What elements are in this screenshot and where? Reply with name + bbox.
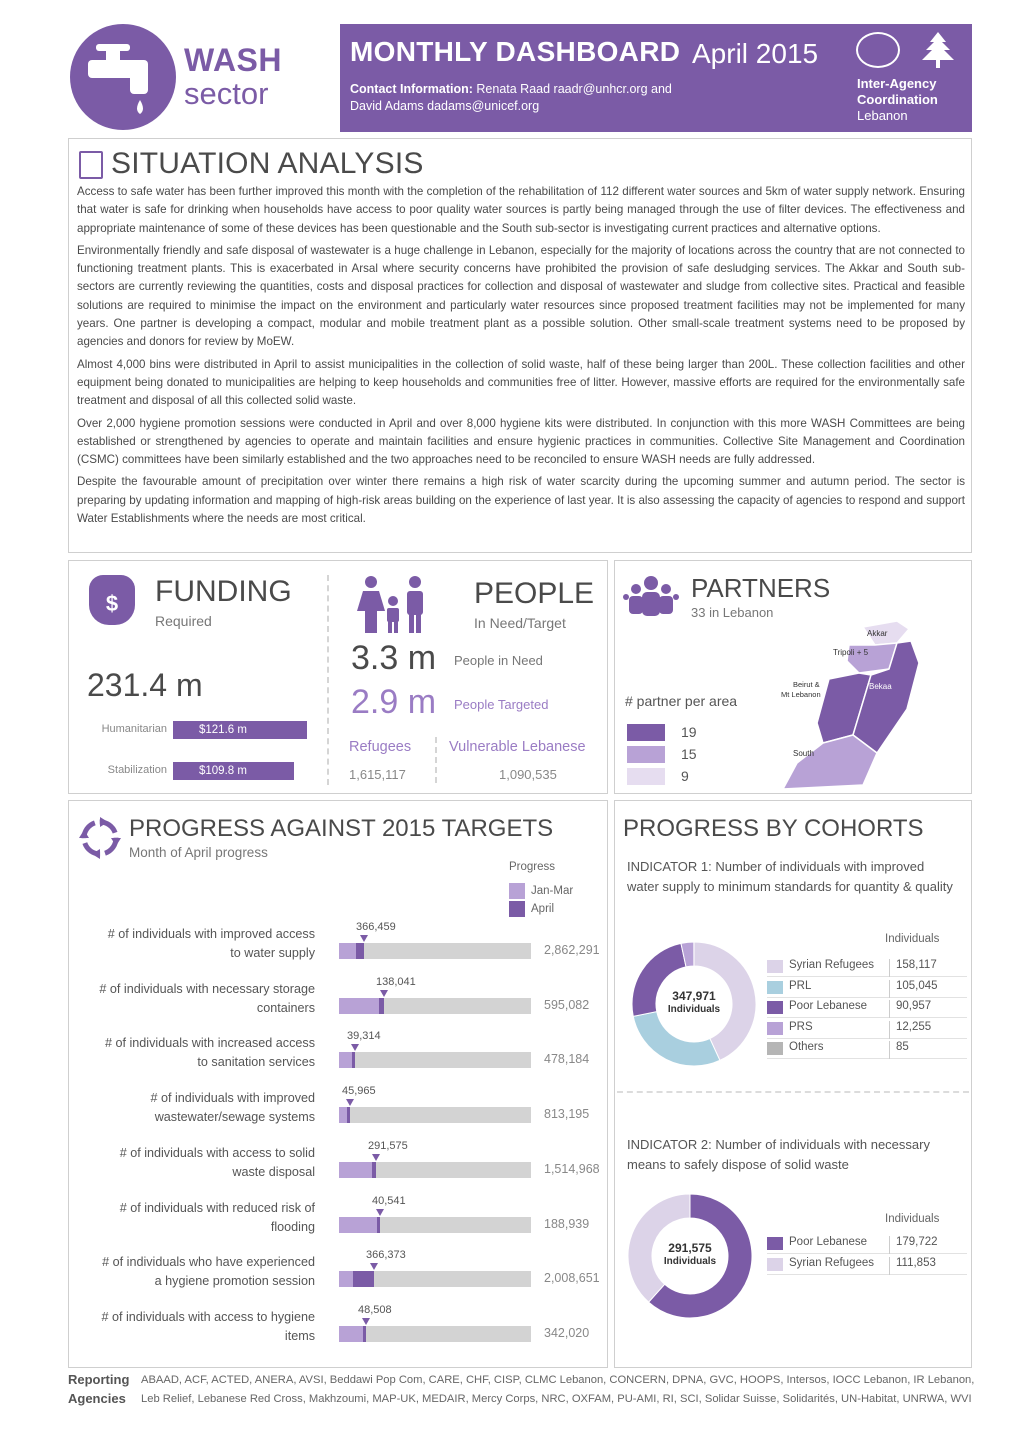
- cedar-icon: [916, 30, 960, 70]
- legend-swatch-april: [509, 901, 525, 917]
- progress-marker-icon: [346, 1099, 354, 1106]
- partners-sub: 33 in Lebanon: [691, 605, 774, 620]
- un-emblem-icon: [856, 32, 900, 68]
- header-banner: [340, 24, 972, 132]
- progress-bar-april: [377, 1217, 380, 1233]
- funding-row-label-stabilization: Stabilization: [107, 764, 167, 776]
- document-search-icon: [79, 151, 103, 179]
- legend-swatch-15: [627, 746, 665, 763]
- progress-bar-april: [352, 1052, 355, 1068]
- indicator-1-text: INDICATOR 1: Number of individuals with improved water supply to minimum standards for quantity & quality: [627, 859, 953, 894]
- funding-sub: Required: [155, 613, 212, 629]
- people-in-need-label: People in Need: [454, 653, 543, 668]
- cohort-legend-name: Syrian Refugees: [789, 959, 875, 971]
- funding-people-panel: [68, 560, 608, 794]
- cohort-legend-value: 179,722: [889, 1236, 938, 1254]
- legend-label-april: April: [531, 903, 555, 915]
- progress-bar-april: [372, 1162, 376, 1178]
- progress-row-label-line1: # of individuals with access to solid: [119, 1145, 315, 1160]
- progress-bar-april: [356, 943, 364, 959]
- individuals-header-2: Individuals: [885, 1213, 940, 1225]
- progress-bar-jan-mar: [339, 943, 356, 959]
- cohort-legend-swatch: [767, 1042, 783, 1055]
- progress-row-label-line1: # of individuals who have experienced: [102, 1255, 315, 1270]
- progress-achieved-value: 48,508: [358, 1303, 392, 1316]
- progress-row-label-line2: items: [284, 1328, 315, 1343]
- progress-row-label: [77, 925, 315, 963]
- cohort-legend-name: Others: [789, 1041, 824, 1053]
- progress-achieved-value: 366,459: [356, 921, 396, 933]
- footer-agencies-line1: ABAAD, ACF, ACTED, ANERA, AVSI, Beddawi Pop Com, CARE, CHF, CISP, CLMC Lebanon, CONCERN, DPNA, GVC, HOOPS, Intersos, IOCC Lebanon, IR Lebanon,: [141, 1374, 975, 1386]
- funding-row-label-humanitarian: Humanitarian: [101, 723, 167, 735]
- indicator-2-text: INDICATOR 2: Number of individuals with necessary means to safely dispose of solid waste: [627, 1137, 930, 1172]
- progress-row-label-line1: # of individuals with improved access: [107, 927, 315, 941]
- progress-marker-icon: [380, 990, 388, 997]
- iac-label: [857, 76, 938, 124]
- funding-title: FUNDING: [155, 575, 292, 608]
- progress-marker-icon: [362, 1318, 370, 1325]
- donut-slice-prl: [633, 1012, 720, 1066]
- map-label-akkar: Akkar: [867, 629, 888, 638]
- progress-achieved-value: 45,965: [342, 1085, 376, 1098]
- divider: [617, 1091, 969, 1093]
- cohorts-title: PROGRESS BY COHORTS: [623, 815, 924, 842]
- progress-row-label-line1: # of individuals with reduced risk of: [119, 1200, 315, 1215]
- progress-achieved-value: 39,314: [347, 1030, 381, 1043]
- iac-line1: Inter-Agency: [857, 76, 937, 91]
- cohort-legend-value: 85: [889, 1041, 909, 1059]
- cohort-legend-name: PRL: [789, 979, 812, 992]
- progress-legend-title: Progress: [509, 861, 556, 873]
- partners-title: PARTNERS: [691, 573, 831, 603]
- progress-targets-panel: [68, 800, 608, 1368]
- individuals-header-1: Individuals: [885, 933, 940, 945]
- map-label-south: South: [793, 749, 814, 758]
- map-label-beirut2: Mt Lebanon: [781, 690, 821, 699]
- situation-paragraph-5: Despite the favourable amount of precipitation over winter there remains a high risk of water scarcity during the upcoming summer and autumn period. The sector is preparing by updating information and mapping of high-risk areas building on the experience of last year. It is also assessing the capacity of agencies to respond and support Water Establishments where the needs are most critical.: [77, 475, 965, 526]
- footer-label-reporting: Reporting: [68, 1372, 130, 1387]
- progress-bar-track: [339, 1271, 531, 1287]
- progress-achieved-value: 138,041: [376, 975, 416, 988]
- cohort-legend-name: Poor Lebanese: [789, 1000, 868, 1012]
- cycle-arrows-icon: [77, 815, 123, 861]
- cohort-legend-row: [767, 978, 967, 998]
- progress-row-label-line2: a hygiene promotion session: [154, 1274, 315, 1289]
- progress-bar-april: [347, 1107, 350, 1123]
- cohort-legend-swatch: [767, 1258, 783, 1271]
- cohort-legend-swatch: [767, 1237, 783, 1250]
- cohort-legend-value: 105,045: [889, 980, 938, 998]
- progress-bar-jan-mar: [339, 1271, 353, 1287]
- progress-bar-track: [339, 1107, 531, 1123]
- people-targeted-value: 2.9 m: [351, 683, 437, 721]
- progress-row-label-line2: waste disposal: [232, 1164, 315, 1179]
- dashboard-title: MONTHLY DASHBOARD: [350, 36, 681, 67]
- legend-swatch-jan-mar: [509, 883, 525, 899]
- cohort-legend-row: [767, 1039, 967, 1059]
- progress-bar-jan-mar: [339, 1326, 363, 1342]
- family-icon: [357, 575, 429, 635]
- cohort-legend-swatch: [767, 1022, 783, 1035]
- people-in-need-value: 3.3 m: [351, 639, 437, 677]
- progress-target-value: 188,939: [544, 1216, 590, 1231]
- progress-achieved-value: 366,373: [366, 1249, 406, 1262]
- map-label-tripoli: Tripoli + 5: [833, 648, 869, 657]
- progress-target-value: 813,195: [544, 1107, 590, 1122]
- contact-label: Contact Information:: [350, 82, 473, 96]
- map-label-beirut1: Beirut &: [793, 680, 820, 689]
- progress-target-value: 1,514,968: [544, 1161, 600, 1176]
- legend-value-9: 9: [681, 768, 689, 784]
- progress-bar-track: [339, 943, 531, 959]
- progress-marker-icon: [372, 1154, 380, 1161]
- progress-row-label-line2: containers: [256, 1000, 315, 1015]
- contact-line1: Renata Raad raadr@unhcr.org and: [476, 82, 672, 96]
- progress-bar-track: [339, 1052, 531, 1068]
- progress-bar-jan-mar: [339, 1217, 377, 1233]
- partners-panel: [614, 560, 972, 794]
- legend-value-15: 15: [681, 746, 697, 762]
- progress-bar-track: [339, 998, 531, 1014]
- iac-line2: Coordination: [857, 92, 938, 107]
- progress-title: PROGRESS AGAINST 2015 TARGETS: [129, 815, 554, 842]
- vulnerable-lebanese-label: Vulnerable Lebanese: [449, 739, 586, 755]
- donut-1-total-label: Individuals: [667, 1004, 721, 1015]
- money-bag-icon: $: [89, 575, 135, 625]
- legend-value-19: 19: [681, 724, 697, 740]
- progress-bar-track: [339, 1162, 531, 1178]
- situation-title: SITUATION ANALYSIS: [111, 147, 424, 180]
- cohort-legend-row: [767, 998, 967, 1018]
- progress-row-label-line2: to water supply: [230, 946, 315, 960]
- vulnerable-lebanese-value: 1,090,535: [499, 767, 557, 782]
- progress-row-label: [77, 1089, 315, 1127]
- divider: [327, 575, 329, 785]
- progress-row-label-line1: # of individuals with access to hygiene: [101, 1309, 315, 1324]
- situation-paragraph-2: Environmentally friendly and safe disposal of wastewater is a huge challenge in Lebanon, especially for the majority of locations across the country that are not connected to functioning treatment plants. This is exacerbated in Arsal where security concerns have prohibited the provision of safe desludging services. The Akkar and South sub-sectors are currently reviewing the quantities, costs and disposal practices for collection and disposal of wastewater and sludge from collective sites. Practical and feasible solutions are required to minimise the impact on the environment and particularly water resources since proposed treatment facilities may not be implemented for many years. One partner is developing a compact, modular and mobile treatment plant as a possible solution. Other small-scale treatment systems need to be proposed by agencies and donors for review by MoEW.: [77, 243, 965, 349]
- cohort-legend-value: 111,853: [889, 1257, 936, 1275]
- contact-info: [350, 81, 750, 115]
- map-label-bekaa: Bekaa: [869, 682, 892, 691]
- map-area-south: [783, 735, 877, 789]
- partners-per-area-label: # partner per area: [625, 693, 738, 709]
- donut-2-total-label: Individuals: [663, 1256, 717, 1267]
- progress-row-label-line1: # of individuals with necessary storage: [99, 981, 315, 996]
- progress-achieved-value: 291,575: [368, 1139, 408, 1152]
- progress-row-label: [77, 1308, 315, 1346]
- cohort-legend-value: 90,957: [889, 1000, 931, 1018]
- progress-achieved-value: 40,541: [372, 1194, 406, 1207]
- progress-row-label-line2: wastewater/sewage systems: [154, 1110, 315, 1125]
- progress-target-value: 595,082: [544, 997, 590, 1012]
- donut-2-total: [639, 1241, 741, 1269]
- progress-row-label: [77, 1034, 315, 1072]
- progress-marker-icon: [360, 935, 368, 942]
- cohort-legend-name: PRS: [789, 1020, 813, 1033]
- situation-paragraph-1: Access to safe water has been further improved this month with the completion of the rehabilitation of 112 different water sources and 5km of water supply network. Ensuring that water is safe for drinking when households have access to poor quality water sources is partly being managed through the use of filter devices. The effectiveness and appropriate maintenance of some of these devices has been questionable and the South sub-sector is investigating current practices and alternative options.: [77, 185, 965, 235]
- funding-bar-stabilization: $109.8 m: [173, 762, 294, 780]
- progress-bar-april: [379, 998, 384, 1014]
- progress-row-label: [77, 1253, 315, 1291]
- progress-row-label-line1: # of individuals with increased access: [104, 1036, 315, 1051]
- cohort-legend-swatch: [767, 981, 783, 994]
- progress-bar-track: [339, 1326, 531, 1342]
- progress-bar-jan-mar: [339, 998, 379, 1014]
- progress-marker-icon: [376, 1209, 384, 1216]
- funding-bar-humanitarian: $121.6 m: [173, 721, 307, 739]
- refugees-value: 1,615,117: [349, 767, 406, 782]
- cohort-legend-value: 12,255: [889, 1021, 931, 1039]
- donut-1-total: [643, 989, 745, 1017]
- cohort-legend-row: [767, 1234, 967, 1254]
- progress-bar-track: [339, 1217, 531, 1233]
- lebanon-map: [767, 613, 967, 793]
- progress-target-value: 2,008,651: [544, 1271, 600, 1286]
- dashboard-month: April 2015: [692, 38, 819, 69]
- situation-analysis-panel: [68, 138, 972, 553]
- cohort-legend-row: [767, 1255, 967, 1275]
- footer-agencies-line2: Leb Relief, Lebanese Red Cross, Makhzoumi, MAP-UK, MEDAIR, Mercy Corps, NRC, OXFAM, PU-AMI, RI, SCI, Solidar Suisse, Solidarités, UN-Habitat, UNRWA, WVI: [141, 1393, 972, 1405]
- cohort-legend-row: [767, 1019, 967, 1039]
- progress-sub: Month of April progress: [129, 845, 268, 860]
- progress-bar-jan-mar: [339, 1052, 352, 1068]
- cohorts-panel: [614, 800, 972, 1368]
- progress-row-label-line1: # of individuals with improved: [150, 1091, 315, 1106]
- progress-bar-jan-mar: [339, 1107, 347, 1123]
- cohort-legend-swatch: [767, 960, 783, 973]
- progress-marker-icon: [351, 1044, 359, 1051]
- logo-sector: sector: [184, 76, 269, 111]
- logo-wash: WASH: [184, 42, 282, 78]
- cohort-legend-value: 158,117: [889, 959, 937, 977]
- funding-total: 231.4 m: [87, 667, 203, 703]
- progress-target-value: 2,862,291: [544, 943, 600, 957]
- progress-bar-april: [353, 1271, 374, 1287]
- people-sub: In Need/Target: [474, 615, 566, 631]
- progress-row-label: [77, 980, 315, 1018]
- progress-row-label-line2: flooding: [270, 1219, 315, 1234]
- progress-row-label-line2: to sanitation services: [197, 1055, 315, 1070]
- progress-bar-april: [363, 1326, 366, 1342]
- people-targeted-label: People Targeted: [454, 697, 549, 712]
- progress-row-label: [77, 1199, 315, 1237]
- donut-2-total-value: 291,575: [668, 1241, 712, 1255]
- iac-line3: Lebanon: [857, 108, 908, 123]
- legend-label-jan-mar: Jan-Mar: [531, 885, 574, 897]
- footer-label-agencies: Agencies: [68, 1391, 126, 1406]
- progress-row-label: [77, 1144, 315, 1182]
- legend-swatch-19: [627, 724, 665, 741]
- divider: [435, 737, 437, 783]
- situation-paragraph-3: Almost 4,000 bins were distributed in April to assist municipalities in the collection of solid waste, half of these being larger than 200L. These collection facilities and other equipment being donated to municipalities are helping to keep households and communities free of litter. However, massive efforts are required for the environmentally safe treatment and disposal of all this collected solid waste.: [77, 357, 965, 408]
- donut-1-total-value: 347,971: [672, 989, 716, 1003]
- people-title: PEOPLE: [474, 577, 595, 610]
- cohort-legend-row: [767, 957, 967, 977]
- progress-target-value: 478,184: [544, 1052, 590, 1067]
- group-icon: [623, 575, 679, 619]
- progress-target-value: 342,020: [544, 1325, 590, 1340]
- refugees-label: Refugees: [349, 739, 412, 755]
- wash-logo-tap-icon: [70, 24, 176, 130]
- progress-marker-icon: [370, 1263, 378, 1270]
- progress-bar-jan-mar: [339, 1162, 372, 1178]
- situation-body: [77, 183, 965, 532]
- cohort-legend-name: Syrian Refugees: [789, 1256, 875, 1269]
- cohort-legend-name: Poor Lebanese: [789, 1236, 868, 1248]
- cohort-legend-swatch: [767, 1001, 783, 1014]
- situation-paragraph-4: Over 2,000 hygiene promotion sessions were conducted in April and over 8,000 hygiene kits were distributed. In conjunction with this more WASH Committees are being established or strengthened by agencies to operate and maintain facilities and ensure hygienic practices in communities. Collective Site Management and Coordination (CSMC) committees have been similarly established and the two approaches need to be reconciled to ensure WASH needs are fully addressed.: [77, 416, 965, 467]
- legend-swatch-9: [627, 768, 665, 785]
- contact-line2: David Adams dadams@unicef.org: [350, 99, 540, 113]
